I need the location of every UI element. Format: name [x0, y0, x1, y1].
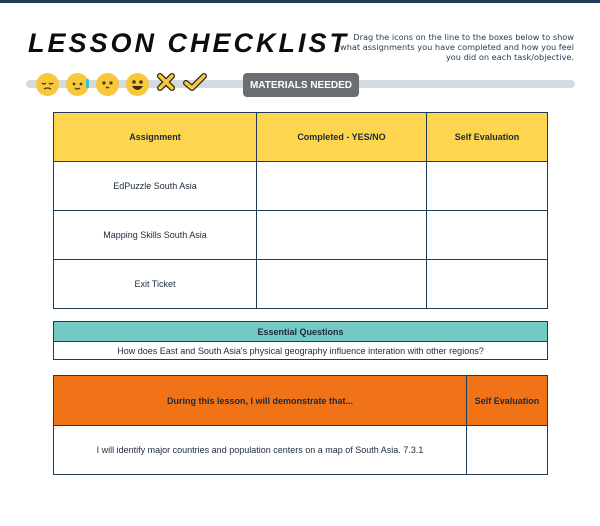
- materials-needed-label: MATERIALS NEEDED: [243, 73, 359, 97]
- instructions-text: Drag the icons on the line to the boxes below to show what assignments you have completed and how you feel you did on each task/objective.: [340, 32, 574, 62]
- check-mark-icon[interactable]: [183, 72, 207, 97]
- table-row: [54, 426, 548, 475]
- table-row: [54, 162, 548, 211]
- essential-question-text: How does East and South Asia's physical geography influence interation with other regions?: [54, 342, 548, 360]
- neutral-face-icon[interactable]: [96, 73, 119, 96]
- evaluation-drop-box[interactable]: [467, 426, 548, 475]
- completed-drop-box[interactable]: [257, 260, 427, 309]
- table-row: [54, 260, 548, 309]
- objectives-table: [53, 375, 548, 475]
- essential-questions-table: [53, 321, 548, 360]
- assignments-table: [53, 112, 548, 309]
- page-title: LESSON CHECKLIST: [28, 28, 350, 58]
- header-self-evaluation: Self Evaluation: [427, 113, 548, 162]
- sad-face-icon[interactable]: [36, 73, 59, 96]
- assignment-cell: Mapping Skills South Asia: [54, 211, 257, 260]
- assignment-cell: EdPuzzle South Asia: [54, 162, 257, 211]
- draggable-icons: [36, 72, 207, 97]
- completed-drop-box[interactable]: [257, 211, 427, 260]
- happy-face-icon[interactable]: [126, 73, 149, 96]
- evaluation-drop-box[interactable]: [427, 211, 548, 260]
- header-completed: Completed - YES/NO: [257, 113, 427, 162]
- header-assignment: Assignment: [54, 113, 257, 162]
- objective-cell: I will identify major countries and population centers on a map of South Asia. 7.3.1: [54, 426, 467, 475]
- top-border: [0, 0, 600, 3]
- header-self-evaluation: Self Evaluation: [467, 376, 548, 426]
- evaluation-drop-box[interactable]: [427, 162, 548, 211]
- header-objective: During this lesson, I will demonstrate that...: [54, 376, 467, 426]
- table-row: [54, 211, 548, 260]
- evaluation-drop-box[interactable]: [427, 260, 548, 309]
- nervous-face-icon[interactable]: [66, 73, 89, 96]
- essential-questions-header: Essential Questions: [54, 322, 548, 342]
- x-mark-icon[interactable]: [156, 72, 176, 97]
- assignment-cell: Exit Ticket: [54, 260, 257, 309]
- completed-drop-box[interactable]: [257, 162, 427, 211]
